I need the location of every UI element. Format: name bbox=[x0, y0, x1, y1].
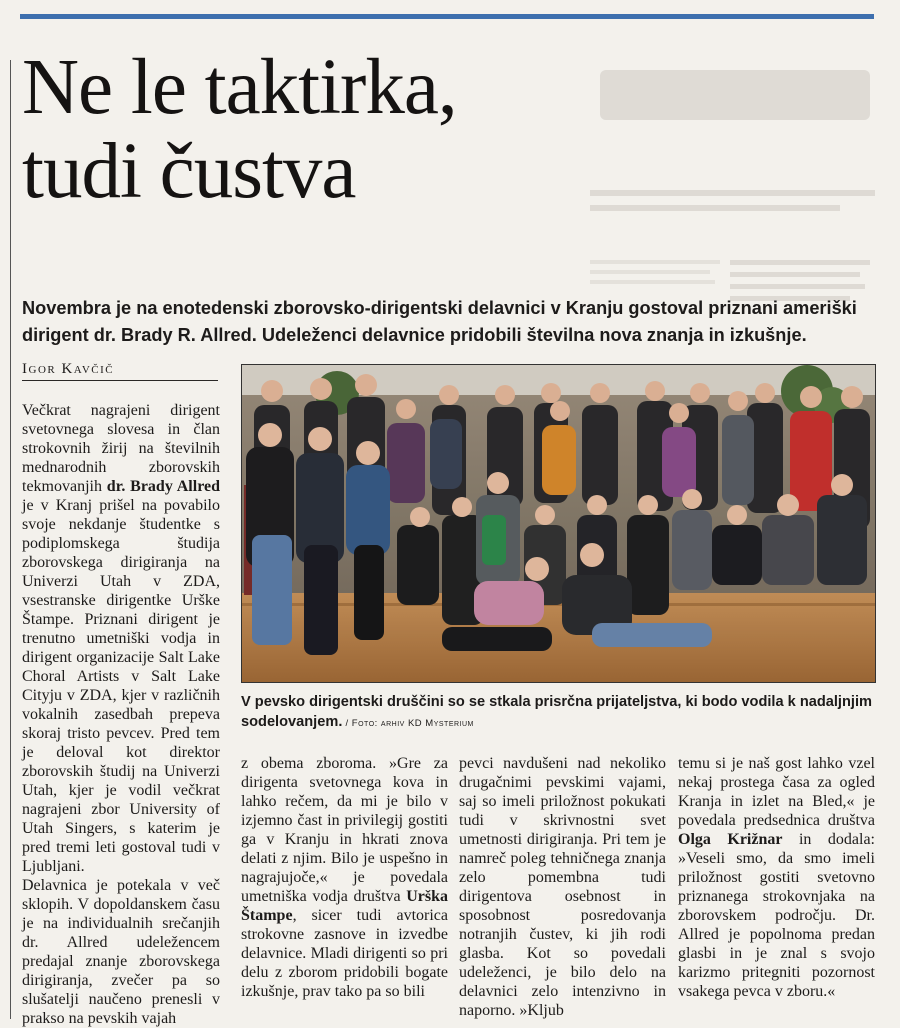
body-text: temu si je naš gost lahko vzel nekaj prostega časa za ogled Kranja in izlet na Bled,« je povedala predsednica društva bbox=[678, 755, 875, 829]
photo-credit: / Foto: arhiv KD Mysterium bbox=[342, 718, 474, 729]
paragraph bbox=[241, 754, 448, 1001]
headline-line-2: tudi čustva bbox=[22, 128, 356, 215]
article-column-2 bbox=[241, 754, 448, 1001]
author-name: Igor Kavčič bbox=[22, 361, 115, 377]
choir-group-photo-illustration bbox=[242, 365, 875, 682]
person-name: Urška Štampe bbox=[241, 888, 448, 924]
top-rule bbox=[20, 14, 874, 19]
author-byline bbox=[22, 361, 218, 381]
headline bbox=[22, 46, 457, 214]
body-text: je v Kranj prišel na povabilo svoje nekdanje študentke s podiplomskega študija zborovskega dirigiranja na Univerzi Utah v ZDA, vsestranske dirigentke Urške Štampe. Priznani dirigent je trenutno umetniški vodja in dirigent organizacije Salt Lake Choral Artists v Salt Lake Cityju v ZDA, kjer v različnih vokalnih zasedbah prepeva skoraj tristo pevcev. Pred tem je deloval kot direktor zborovskih študij na Univerzi Utah, kjer je vodil večkrat nagrajeni zbor University of Utah Singers, s katerim je pred tremi leti gostoval tudi v Ljubljani. bbox=[22, 497, 220, 875]
photo-caption bbox=[241, 692, 875, 734]
body-text: Večkrat nagrajeni dirigent svetovnega slovesa in član strokovnih žirij na številnih mednarodnih zborovskih tekmovanjih bbox=[22, 402, 220, 495]
lead-paragraph: Novembra je na enotedenski zborovsko-dirigentski delavnici v Kranju gostoval priznani ameriški dirigent dr. Brady R. Allred. Udeleženci delavnice pridobili številna nova znanja in izkušnje. bbox=[22, 298, 857, 345]
article-column-3 bbox=[459, 754, 666, 1020]
paragraph: pevci navdušeni nad nekoliko drugačnimi pevskimi vajami, saj so imeli priložnost pokukati tudi v skrivnostni svet umetnosti dirigiranja. Pri tem je namreč poleg tehničnega znanja zelo pomembna tudi dirigentova osebnost in sposobnost posredovanja notranjih čustev, ki jih rodi glasba. Kot so povedali udeleženci, je bilo delo na delavnici zelo intenzivno in naporno. »Kljub bbox=[459, 755, 666, 1019]
group-photo bbox=[241, 364, 876, 683]
person-name: Olga Križnar bbox=[678, 831, 783, 848]
column-rule bbox=[10, 60, 11, 1019]
body-text: , sicer tudi avtorica strokovne zasnove in izvedbe delavnice. Mladi dirigenti so pri delu z zborom pridobili bogate izkušnje, prav tako pa so bili bbox=[241, 907, 448, 1000]
body-text: z obema zboroma. »Gre za dirigenta svetovnega kova in lahko rečem, da mi je bilo v izjemno čast in privilegij gostiti ga v Kranju in hkrati znova delati z njim. Bilo je uspešno in nagrajujoče,« je povedala umetniška vodja društva bbox=[241, 755, 448, 905]
headline-line-1: Ne le taktirka, bbox=[22, 44, 457, 131]
caption-text: V pevsko dirigentski druščini so se stkala prisrčna prijateljstva, ki bodo vodila k nadaljnjim sodelovanjem. bbox=[241, 694, 872, 730]
body-text: in dodala: »Veseli smo, da smo imeli priložnost gostiti svetovno priznanega strokovnjaka na zborovskem področju. Dr. Allred je popolnoma predan glasbi in je znal s svojo karizmo pritegniti pozornost vsakega pevca v zboru.« bbox=[678, 831, 876, 1000]
person-name: dr. Brady Allred bbox=[106, 478, 220, 495]
body-text: Delavnica je potekala v več sklopih. V dopoldanskem času je na individualnih srečanjih dr. Allred udeležencem predajal znanje zborovskega dirigiranja, zvečer pa so slušatelji naučeno prenesli v prakso na pevskih vajah bbox=[22, 877, 220, 1027]
paragraph bbox=[678, 754, 875, 1001]
article-column-4 bbox=[678, 754, 875, 1001]
paragraph bbox=[22, 401, 220, 876]
article-column-1 bbox=[22, 401, 220, 1028]
paragraph bbox=[22, 876, 220, 1028]
